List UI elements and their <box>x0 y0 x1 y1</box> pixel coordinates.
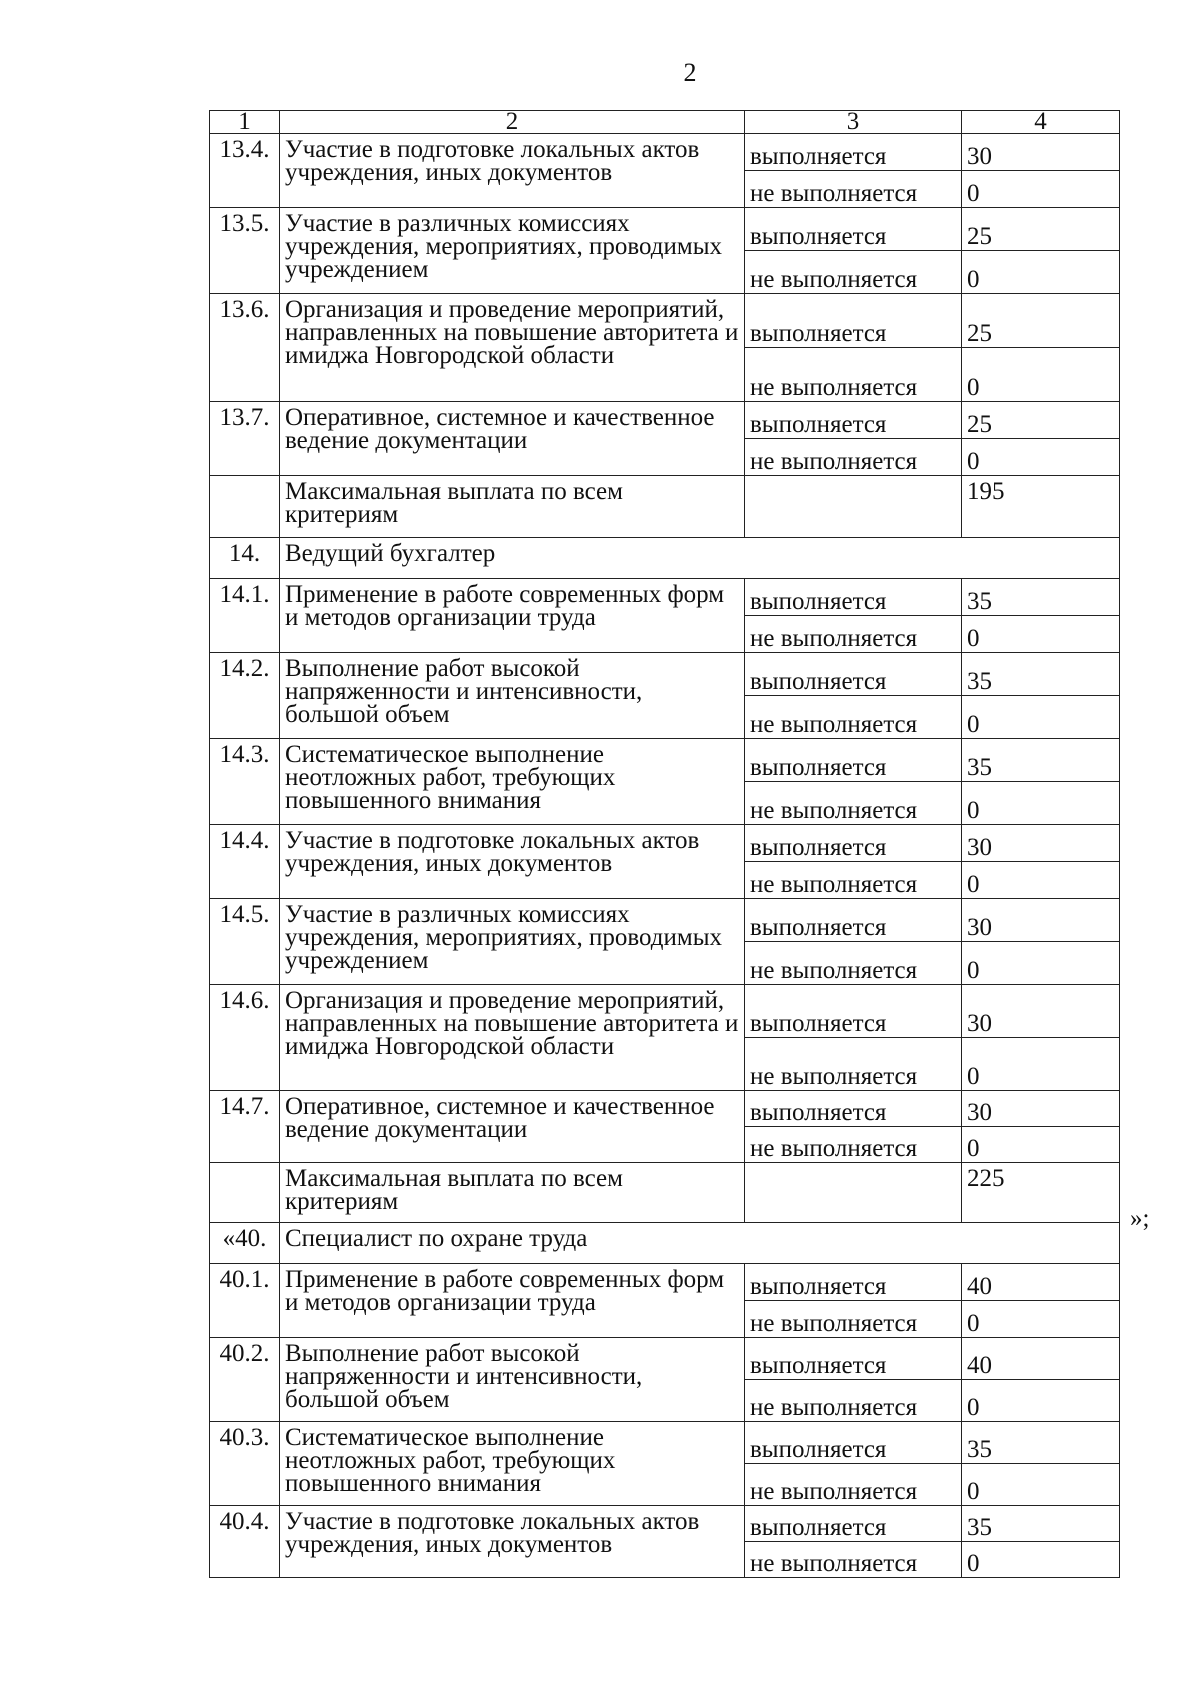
score-not-fulfilled: 0 <box>962 1380 1120 1422</box>
score-fulfilled: 25 <box>962 294 1120 348</box>
criterion-name: Систематическое выполнение неотложных работ, требующих повышенного внимания <box>280 1422 745 1506</box>
empty-cell <box>745 476 962 538</box>
status-not-fulfilled: не выполняется <box>745 696 962 739</box>
status-fulfilled: выполняется <box>745 1338 962 1380</box>
section-title: Ведущий бухгалтер <box>280 538 1120 579</box>
criterion-name: Участие в подготовке локальных актов учреждения, иных документов <box>280 134 745 208</box>
criterion-number: 13.7. <box>210 402 280 476</box>
column-number-row <box>210 111 1120 134</box>
status-not-fulfilled: не выполняется <box>745 1127 962 1163</box>
score-not-fulfilled: 0 <box>962 616 1120 653</box>
score-fulfilled: 35 <box>962 739 1120 782</box>
status-not-fulfilled: не выполняется <box>745 251 962 294</box>
score-fulfilled: 35 <box>962 579 1120 616</box>
criterion-name: Систематическое выполнение неотложных работ, требующих повышенного внимания <box>280 739 745 825</box>
score-fulfilled: 30 <box>962 825 1120 862</box>
max-payment-row <box>210 476 1120 538</box>
score-not-fulfilled: 0 <box>962 862 1120 899</box>
status-fulfilled: выполняется <box>745 134 962 171</box>
criterion-row <box>210 1506 1120 1542</box>
score-not-fulfilled: 0 <box>962 782 1120 825</box>
status-fulfilled: выполняется <box>745 653 962 696</box>
status-fulfilled: выполняется <box>745 825 962 862</box>
status-fulfilled: выполняется <box>745 294 962 348</box>
status-not-fulfilled: не выполняется <box>745 1038 962 1091</box>
criterion-row <box>210 739 1120 782</box>
max-payment-label: Максимальная выплата по всем критериям <box>280 476 745 538</box>
status-not-fulfilled: не выполняется <box>745 616 962 653</box>
status-fulfilled: выполняется <box>745 1091 962 1127</box>
criterion-name: Выполнение работ высокой напряженности и интенсивности, большой объем <box>280 1338 745 1422</box>
status-not-fulfilled: не выполняется <box>745 1464 962 1506</box>
status-not-fulfilled: не выполняется <box>745 862 962 899</box>
criterion-number: 14.3. <box>210 739 280 825</box>
section-number: 14. <box>210 538 280 579</box>
status-not-fulfilled: не выполняется <box>745 782 962 825</box>
score-fulfilled: 40 <box>962 1264 1120 1301</box>
status-not-fulfilled: не выполняется <box>745 1542 962 1578</box>
criterion-row <box>210 899 1120 942</box>
status-fulfilled: выполняется <box>745 985 962 1038</box>
score-not-fulfilled: 0 <box>962 696 1120 739</box>
score-fulfilled: 30 <box>962 899 1120 942</box>
empty-cell <box>210 476 280 538</box>
criterion-name: Участие в различных комиссиях учреждения, мероприятиях, проводимых учреждением <box>280 208 745 294</box>
criterion-number: 14.1. <box>210 579 280 653</box>
criterion-name: Применение в работе современных форм и методов организации труда <box>280 579 745 653</box>
closing-quote: »; <box>1130 1205 1150 1232</box>
score-not-fulfilled: 0 <box>962 251 1120 294</box>
status-fulfilled: выполняется <box>745 208 962 251</box>
criterion-row <box>210 294 1120 348</box>
empty-cell <box>210 1163 280 1223</box>
criterion-name: Организация и проведение мероприятий, направленных на повышение авторитета и имиджа Новгородской области <box>280 985 745 1091</box>
criteria-table-container <box>209 110 1119 1578</box>
criterion-number: 40.4. <box>210 1506 280 1578</box>
score-not-fulfilled: 0 <box>962 1464 1120 1506</box>
score-not-fulfilled: 0 <box>962 1038 1120 1091</box>
criterion-number: 14.4. <box>210 825 280 899</box>
column-number: 2 <box>280 111 745 134</box>
column-number: 1 <box>210 111 280 134</box>
criterion-number: 13.4. <box>210 134 280 208</box>
score-fulfilled: 30 <box>962 1091 1120 1127</box>
score-fulfilled: 40 <box>962 1338 1120 1380</box>
status-fulfilled: выполняется <box>745 899 962 942</box>
score-fulfilled: 35 <box>962 653 1120 696</box>
score-fulfilled: 35 <box>962 1422 1120 1464</box>
status-not-fulfilled: не выполняется <box>745 1380 962 1422</box>
criterion-row <box>210 1338 1120 1380</box>
score-not-fulfilled: 0 <box>962 942 1120 985</box>
max-payment-value: 225 <box>962 1163 1120 1223</box>
criterion-number: 40.3. <box>210 1422 280 1506</box>
criterion-name: Организация и проведение мероприятий, направленных на повышение авторитета и имиджа Новгородской области <box>280 294 745 402</box>
status-fulfilled: выполняется <box>745 1422 962 1464</box>
section-number: «40. <box>210 1223 280 1264</box>
position-section-row <box>210 538 1120 579</box>
criterion-number: 40.2. <box>210 1338 280 1422</box>
status-fulfilled: выполняется <box>745 739 962 782</box>
criterion-number: 13.5. <box>210 208 280 294</box>
status-not-fulfilled: не выполняется <box>745 171 962 208</box>
position-section-row <box>210 1223 1120 1264</box>
criterion-name: Применение в работе современных форм и методов организации труда <box>280 1264 745 1338</box>
criterion-row <box>210 208 1120 251</box>
status-not-fulfilled: не выполняется <box>745 439 962 476</box>
score-not-fulfilled: 0 <box>962 348 1120 402</box>
criterion-number: 14.5. <box>210 899 280 985</box>
criterion-name: Участие в различных комиссиях учреждения, мероприятиях, проводимых учреждением <box>280 899 745 985</box>
score-fulfilled: 30 <box>962 134 1120 171</box>
criterion-row <box>210 985 1120 1038</box>
status-fulfilled: выполняется <box>745 579 962 616</box>
criterion-number: 14.6. <box>210 985 280 1091</box>
criterion-row <box>210 1264 1120 1301</box>
criterion-row <box>210 402 1120 439</box>
status-not-fulfilled: не выполняется <box>745 348 962 402</box>
empty-cell <box>745 1163 962 1223</box>
status-not-fulfilled: не выполняется <box>745 942 962 985</box>
criterion-row <box>210 653 1120 696</box>
criterion-number: 14.2. <box>210 653 280 739</box>
criterion-name: Оперативное, системное и качественное ведение документации <box>280 402 745 476</box>
criterion-number: 13.6. <box>210 294 280 402</box>
score-fulfilled: 30 <box>962 985 1120 1038</box>
max-payment-label: Максимальная выплата по всем критериям <box>280 1163 745 1223</box>
criterion-number: 40.1. <box>210 1264 280 1338</box>
score-not-fulfilled: 0 <box>962 1127 1120 1163</box>
criteria-table <box>209 110 1120 1578</box>
score-fulfilled: 25 <box>962 208 1120 251</box>
criterion-name: Выполнение работ высокой напряженности и интенсивности, большой объем <box>280 653 745 739</box>
max-payment-row <box>210 1163 1120 1223</box>
score-not-fulfilled: 0 <box>962 1301 1120 1338</box>
page-number: 2 <box>683 58 697 87</box>
criterion-row <box>210 825 1120 862</box>
status-fulfilled: выполняется <box>745 402 962 439</box>
column-number: 3 <box>745 111 962 134</box>
criterion-number: 14.7. <box>210 1091 280 1163</box>
criterion-row <box>210 1091 1120 1127</box>
criterion-row <box>210 134 1120 171</box>
status-fulfilled: выполняется <box>745 1264 962 1301</box>
score-fulfilled: 35 <box>962 1506 1120 1542</box>
score-not-fulfilled: 0 <box>962 171 1120 208</box>
max-payment-value: 195 <box>962 476 1120 538</box>
criterion-name: Оперативное, системное и качественное ведение документации <box>280 1091 745 1163</box>
criterion-name: Участие в подготовке локальных актов учреждения, иных документов <box>280 1506 745 1578</box>
criterion-row <box>210 1422 1120 1464</box>
column-number: 4 <box>962 111 1120 134</box>
criterion-row <box>210 579 1120 616</box>
criteria-table-body <box>210 108 1120 1578</box>
score-not-fulfilled: 0 <box>962 1542 1120 1578</box>
status-not-fulfilled: не выполняется <box>745 1301 962 1338</box>
criterion-name: Участие в подготовке локальных актов учреждения, иных документов <box>280 825 745 899</box>
section-title: Специалист по охране труда <box>280 1223 1120 1264</box>
score-fulfilled: 25 <box>962 402 1120 439</box>
status-fulfilled: выполняется <box>745 1506 962 1542</box>
score-not-fulfilled: 0 <box>962 439 1120 476</box>
